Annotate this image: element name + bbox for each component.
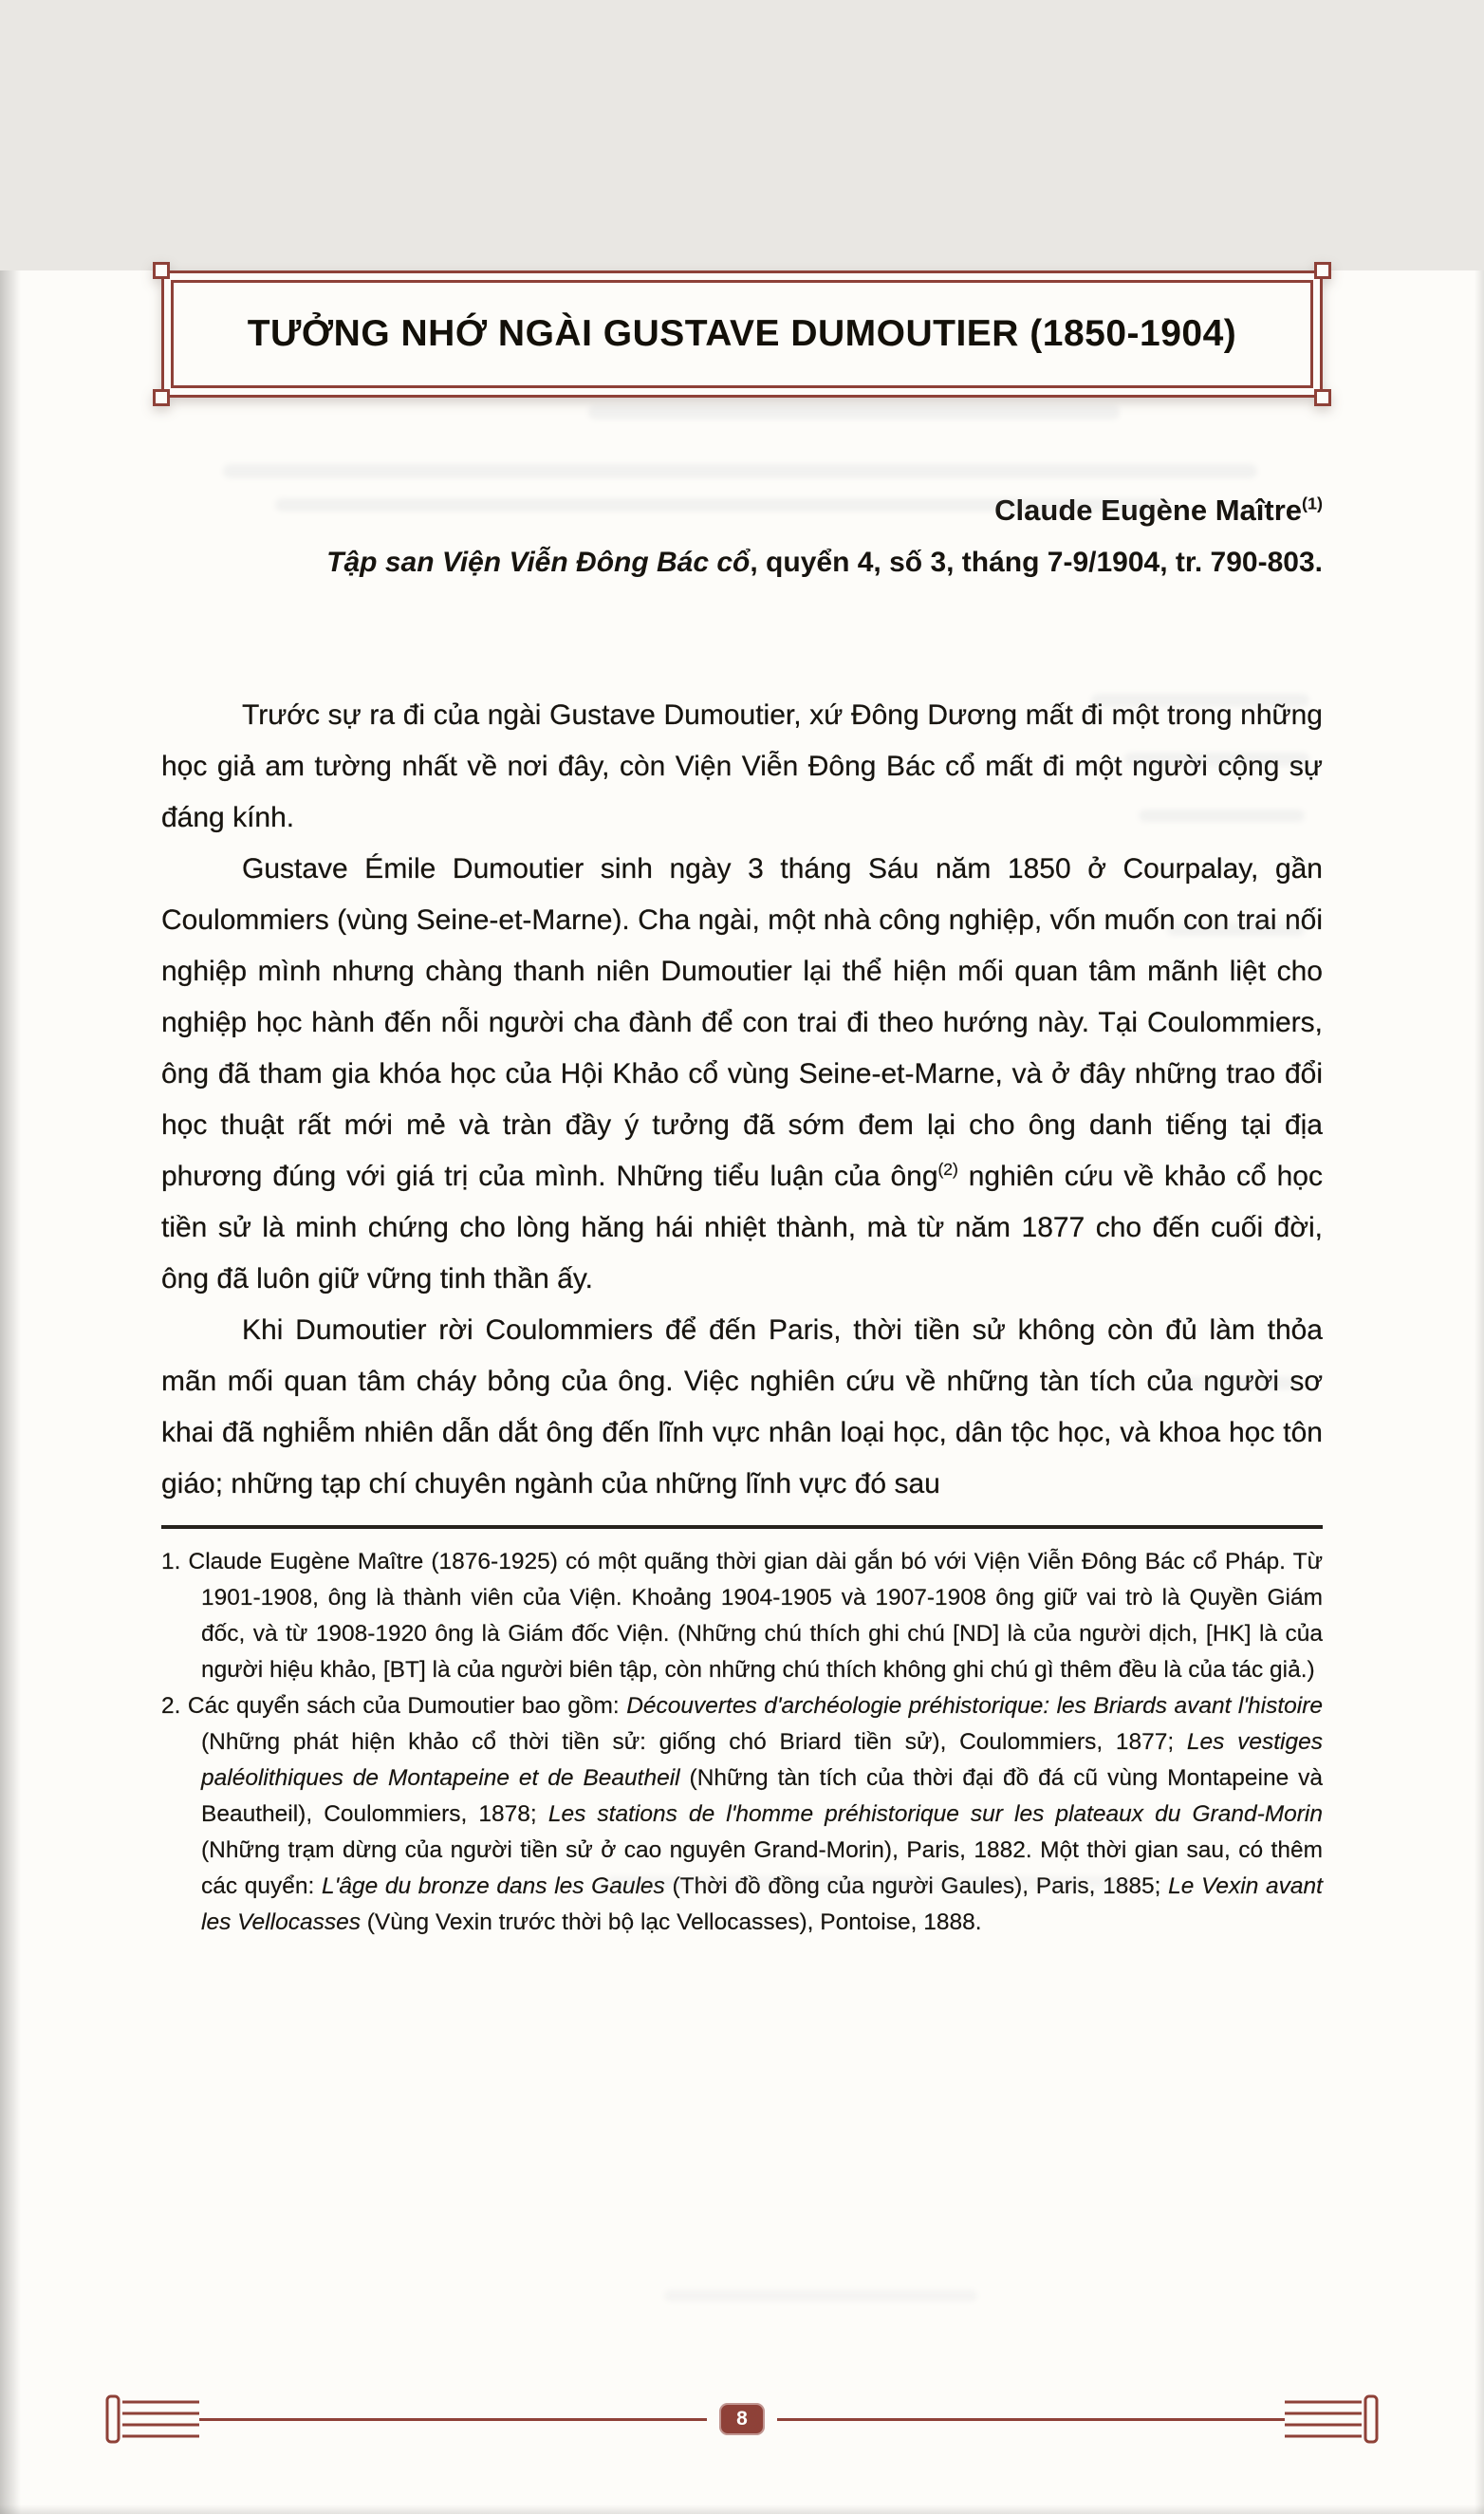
body-paragraph-3	[161, 1305, 1323, 1510]
book-title: Les vestiges paléolithiques de Montapeine et de Beautheil	[201, 1729, 1323, 1791]
text-run: Trước sự ra đi của ngài Gustave Dumoutier, xứ Đông Dương mất đi một trong những học giả am tường nhất về nơi đây, còn Viện Viễn Đông Bác cổ mất đi một người cộng sự đáng kính.	[161, 699, 1323, 833]
text-run: Gustave Émile Dumoutier sinh ngày 3 tháng Sáu năm 1850 ở Courpalay, gần Coulommiers (vùng Seine-et-Marne). Cha ngài, một nhà công nghiệp, vốn muốn con trai nối nghiệp mình nhưng chàng thanh niên Dumoutier lại thể hiện mối quan tâm mãnh liệt cho nghiệp học hành đến nỗi người cha đành để con trai đi theo hướng này. Tại Coulommiers, ông đã tham gia khóa học của Hội Khảo cổ vùng Seine-et-Marne, và ở đây những trao đổi học thuật rất mới mẻ và tràn đầy ý tưởng đã sớm đem lại cho ông danh tiếng tại địa phương đúng với giá trị của mình. Những tiểu luận của ông	[161, 853, 1323, 1192]
page-number-badge	[719, 2403, 765, 2435]
article-body	[161, 690, 1323, 1510]
author-name: Claude Eugène Maître	[994, 493, 1303, 527]
text-run: (Những tàn tích của thời đại đồ đá cũ vùng Montapeine và Beautheil), Coulommiers, 1878;	[201, 1765, 1323, 1827]
page-content	[0, 270, 1484, 1941]
banner-corner-ornament	[1314, 389, 1331, 406]
scroll-ornament-right-icon	[1285, 2394, 1380, 2444]
book-title: Les stations de l'homme préhistorique sur les plateaux du Grand-Morin	[547, 1801, 1323, 1827]
body-paragraph-2	[161, 844, 1323, 1305]
book-page	[0, 270, 1484, 2514]
text-run: Khi Dumoutier rời Coulommiers để đến Paris, thời tiền sử không còn đủ làm thỏa mãn mối quan tâm cháy bỏng của ông. Việc nghiên cứu về những tàn tích của người sơ khai đã nghiễm nhiên dẫn dắt ông đến lĩnh vực nhân loại học, dân tộc học, và khoa học tôn giáo; những tạp chí chuyên ngành của những lĩnh vực đó sau	[161, 1314, 1323, 1499]
book-title: L'âge du bronze dans les Gaules	[322, 1873, 665, 1899]
page-edge-shadow-bottom	[0, 2505, 1484, 2514]
journal-title: Tập san Viện Viễn Đông Bác cổ	[326, 547, 751, 578]
page-number: 8	[736, 2408, 748, 2430]
text-run: (Vùng Vexin trước thời bộ lạc Vellocasses), Pontoise, 1888.	[360, 1909, 982, 1935]
body-paragraph-1	[161, 690, 1323, 844]
footnotes-section	[161, 1544, 1323, 1941]
text-run: (Những trạm dừng của người tiền sử ở cao nguyên Grand-Morin), Paris, 1882. Một thời gian sau, có thêm các quyển:	[201, 1837, 1323, 1899]
source-citation	[161, 542, 1323, 584]
footer-rule-right	[777, 2418, 1285, 2421]
banner-corner-ornament	[153, 389, 170, 406]
footnote-ref-2: (2)	[937, 1160, 958, 1179]
footer-rule-left	[199, 2418, 707, 2421]
text-run: (Thời đồ đồng của người Gaules), Paris, 1885;	[664, 1873, 1169, 1899]
chapter-title: TƯỞNG NHỚ NGÀI GUSTAVE DUMOUTIER (1850-1904)	[247, 313, 1237, 354]
text-run: 1. Claude Eugène Maître (1876-1925) có một quãng thời gian dài gắn bó với Viện Viễn Đông Bác cổ Pháp. Từ 1901-1908, ông là thành viên của Viện. Khoảng 1904-1905 và 1907-1908 ông giữ vai trò là Quyền Giám đốc, và từ 1908-1920 ông là Giám đốc Viện. (Những chú thích ghi chú [ND] là của người dịch, [HK] là của người hiệu khảo, [BT] là của người biên tập, còn những chú thích không ghi chú gì thêm đều là của tác giả.)	[161, 1549, 1323, 1683]
bleedthrough-artifact	[664, 2290, 977, 2301]
text-run: 2. Các quyển sách của Dumoutier bao gồm:	[161, 1693, 627, 1719]
author-byline	[161, 491, 1323, 531]
page-number-badge-wrap	[707, 2403, 777, 2435]
banner-frame-inner	[171, 280, 1313, 388]
text-run: nghiên cứu về khảo cổ học tiền sử là minh chứng cho lòng hăng hái nhiệt thành, mà từ năm 1877 cho đến cuối đời, ông đã luôn giữ vững tinh thần ấy.	[161, 1161, 1323, 1294]
footnote-separator-rule	[161, 1525, 1323, 1529]
book-title: Découvertes d'archéologie préhistorique: les Briards avant l'histoire	[626, 1693, 1323, 1719]
footnote-2	[161, 1688, 1323, 1941]
chapter-title-banner	[161, 270, 1323, 398]
citation-detail: , quyển 4, số 3, tháng 7-9/1904, tr. 790-803.	[750, 547, 1323, 578]
footnote-1	[161, 1544, 1323, 1688]
page-footer	[104, 2393, 1380, 2446]
scroll-ornament-left-icon	[104, 2394, 199, 2444]
book-title: Le Vexin avant les Vellocasses	[201, 1873, 1323, 1935]
text-run: (Những phát hiện khảo cổ thời tiền sử: giống chó Briard tiền sử), Coulommiers, 1877;	[201, 1729, 1187, 1755]
banner-corner-ornament	[1314, 262, 1331, 279]
footnote-ref-1: (1)	[1302, 493, 1323, 513]
banner-corner-ornament	[153, 262, 170, 279]
